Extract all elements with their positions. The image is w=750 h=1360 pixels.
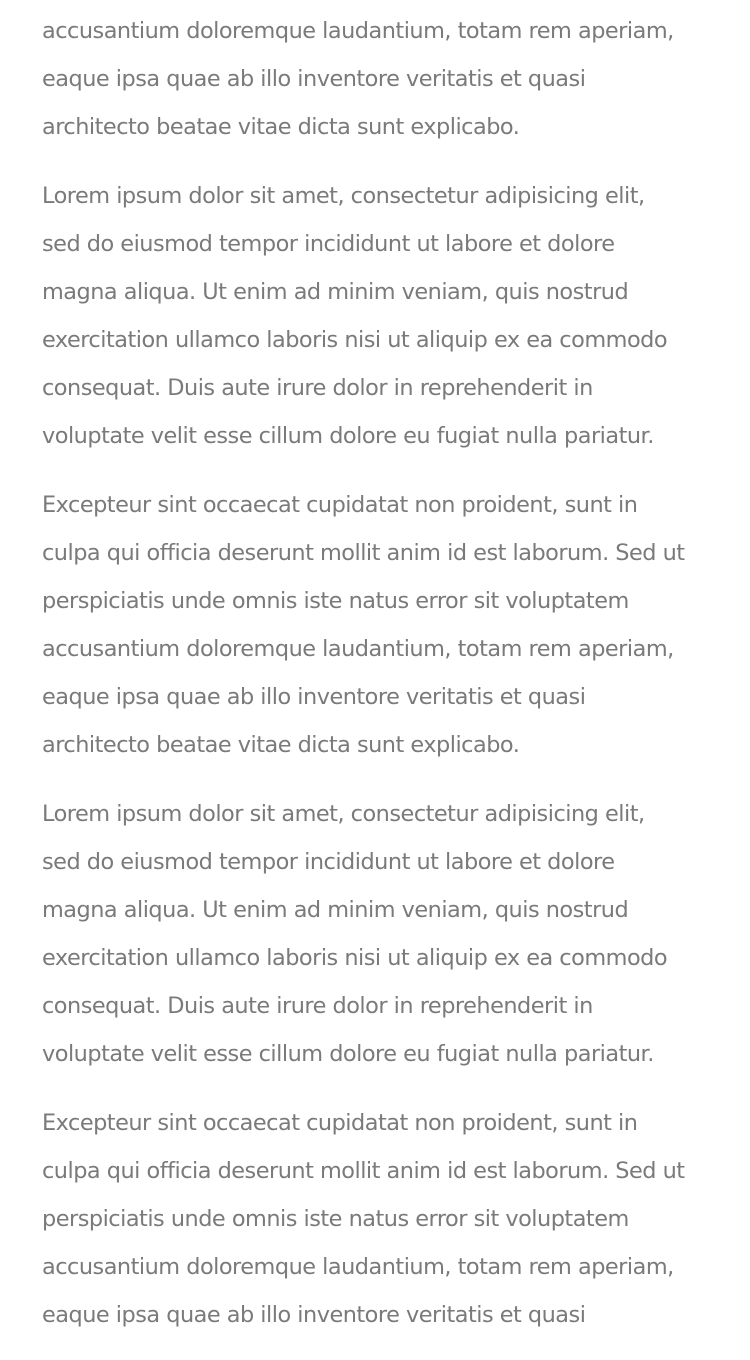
paragraph [42,7,732,151]
text-line: voluptate velit esse cillum dolore eu fugiat nulla pariatur. [42,1041,654,1067]
text-line: accusantium doloremque laudantium, totam rem aperiam, [42,1254,674,1280]
paragraph [42,481,732,769]
text-line: magna aliqua. Ut enim ad minim veniam, quis nostrud [42,279,629,305]
text-line: accusantium doloremque laudantium, totam rem aperiam, [42,636,674,662]
paragraph [42,172,732,460]
text-line: voluptate velit esse cillum dolore eu fugiat nulla pariatur. [42,423,654,449]
paragraph [42,790,732,1078]
text-line: exercitation ullamco laboris nisi ut aliquip ex ea commodo [42,945,668,971]
text-line: accusantium doloremque laudantium, totam rem aperiam, [42,18,674,44]
text-line: architecto beatae vitae dicta sunt explicabo. [42,114,520,140]
text-line: eaque ipsa quae ab illo inventore veritatis et quasi [42,66,586,92]
text-line: consequat. Duis aute irure dolor in reprehenderit in [42,993,593,1019]
text-line: Excepteur sint occaecat cupidatat non proident, sunt in [42,1110,638,1136]
text-line: consequat. Duis aute irure dolor in reprehenderit in [42,375,593,401]
text-line: eaque ipsa quae ab illo inventore veritatis et quasi [42,684,586,710]
article-body [42,7,732,1360]
text-line: magna aliqua. Ut enim ad minim veniam, quis nostrud [42,897,629,923]
text-line: exercitation ullamco laboris nisi ut aliquip ex ea commodo [42,327,668,353]
text-line: perspiciatis unde omnis iste natus error sit voluptatem [42,1206,629,1232]
text-line: sed do eiusmod tempor incididunt ut labore et dolore [42,849,615,875]
text-line: perspiciatis unde omnis iste natus error sit voluptatem [42,588,629,614]
paragraph [42,1099,732,1339]
text-line: Lorem ipsum dolor sit amet, consectetur adipisicing elit, [42,183,645,209]
text-line: sed do eiusmod tempor incididunt ut labore et dolore [42,231,615,257]
text-line: culpa qui officia deserunt mollit anim id est laborum. Sed ut [42,540,685,566]
text-line: Lorem ipsum dolor sit amet, consectetur adipisicing elit, [42,801,645,827]
text-line: architecto beatae vitae dicta sunt explicabo. [42,732,520,758]
text-line: Excepteur sint occaecat cupidatat non proident, sunt in [42,492,638,518]
text-line: eaque ipsa quae ab illo inventore veritatis et quasi [42,1302,586,1328]
text-line: culpa qui officia deserunt mollit anim id est laborum. Sed ut [42,1158,685,1184]
